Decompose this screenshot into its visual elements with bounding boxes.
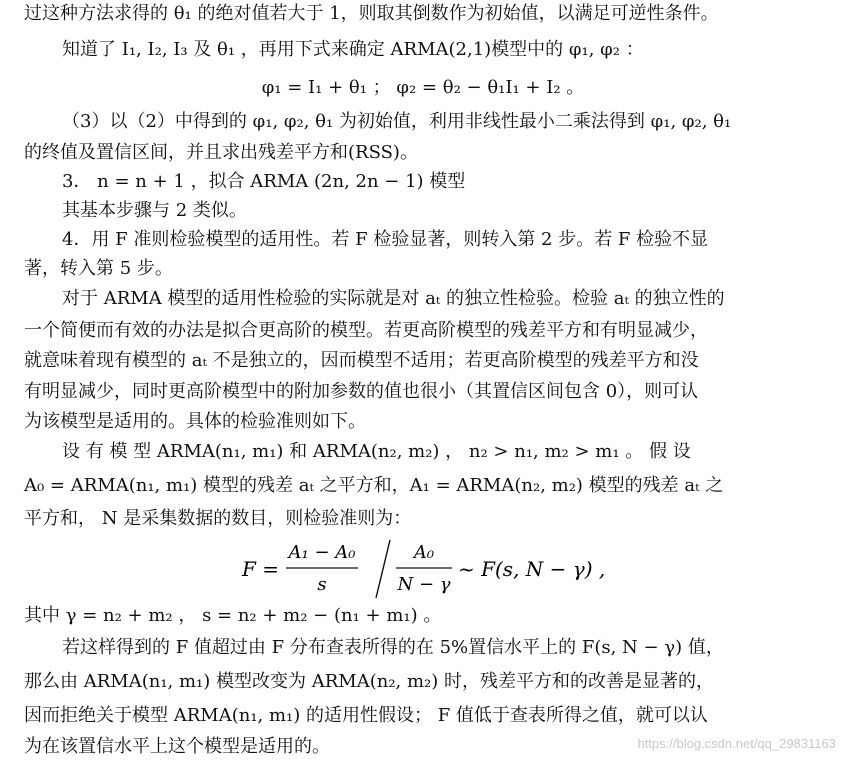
line-19: 其中 γ = n₂ + m₂ ， s = n₂ + m₂ − (n₁ + m₁) 。 [24,605,442,626]
line-5: 的终值及置信区间，并且求出残差平方和(RSS)。 [24,142,418,163]
line-23: 为在该置信水平上这个模型是适用的。 [24,736,330,757]
watermark: https://blog.csdn.net/qq_29831163 [637,736,836,751]
line-22: 因而拒绝关于模型 ARMA(n₁, m₁) 的适用性假设； F 值低于查表所得之值，就可以认 [24,705,708,726]
slash [376,540,390,598]
formula-num1: A₁ − A₀ [288,542,356,563]
line-14: 为该模型是适用的。具体的检验准则如下。 [24,411,366,432]
line-15: 设 有 模 型 ARMA(n₁, m₁) 和 ARMA(n₂, m₂) ， n₂ > n₁, m₂ > m₁ 。 假 设 [62,441,691,462]
formula-phi: φ₁ = I₁ + θ₁ ； φ₂ = θ₂ − θ₁I₁ + I₂ 。 [261,77,585,98]
formula-F-svg [238,538,618,602]
line-6: 3． n = n + 1 ，拟合 ARMA (2n, 2n − 1) 模型 [62,171,466,192]
line-11: 一个简便而有效的办法是拟合更高阶的模型。若更高阶模型的残差平方和有明显减少， [24,320,708,341]
formula-lhs: F = [242,557,279,581]
line-21: 那么由 ARMA(n₁, m₁) 模型改变为 ARMA(n₂, m₂) 时，残差平方和的改善是显著的， [24,671,715,692]
line-1: 过这种方法求得的 θ₁ 的绝对值若大于 1，则取其倒数作为初始值，以满足可逆性条件。 [24,3,719,24]
line-13: 有明显减少，同时更高阶模型中的附加参数的值也很小（其置信区间包含 0），则可认 [24,381,699,402]
formula-F [238,538,618,598]
line-7: 其基本步骤与 2 类似。 [62,200,247,221]
line-16: A₀ = ARMA(n₁, m₁) 模型的残差 aₜ 之平方和，A₁ = ARMA(n₂, m₂) 模型的残差 aₜ 之 [24,475,724,496]
line-4: （3）以（2）中得到的 φ₁, φ₂, θ₁ 为初始值，利用非线性最小二乘法得到 φ₁, φ₂, θ₁ [62,111,732,132]
line-10: 对于 ARMA 模型的适用性检验的实际就是对 aₜ 的独立性检验。检验 aₜ 的独立性的 [62,288,725,309]
line-12: 就意味着现有模型的 aₜ 不是独立的，因而模型不适用；若更高阶模型的残差平方和没 [24,350,699,371]
line-20: 若这样得到的 F 值超过由 F 分布查表所得的在 5%置信水平上的 F(s, N − γ) 值， [62,637,724,658]
formula-den2: N − γ [397,574,451,595]
line-8: 4．用 F 准则检验模型的适用性。若 F 检验显著，则转入第 2 步。若 F 检验不显 [62,229,709,250]
line-17: 平方和， N 是采集数据的数目，则检验准则为： [24,508,412,529]
formula-num2: A₀ [413,542,435,563]
line-9: 著，转入第 5 步。 [24,258,173,279]
formula-rhs: ~ F(s, N − γ) , [458,557,606,581]
line-2: 知道了 I₁, I₂, I₃ 及 θ₁ ，再用下式来确定 ARMA(2,1)模型中的 φ₁, φ₂ ： [62,39,644,60]
formula-den1: s [317,574,327,595]
